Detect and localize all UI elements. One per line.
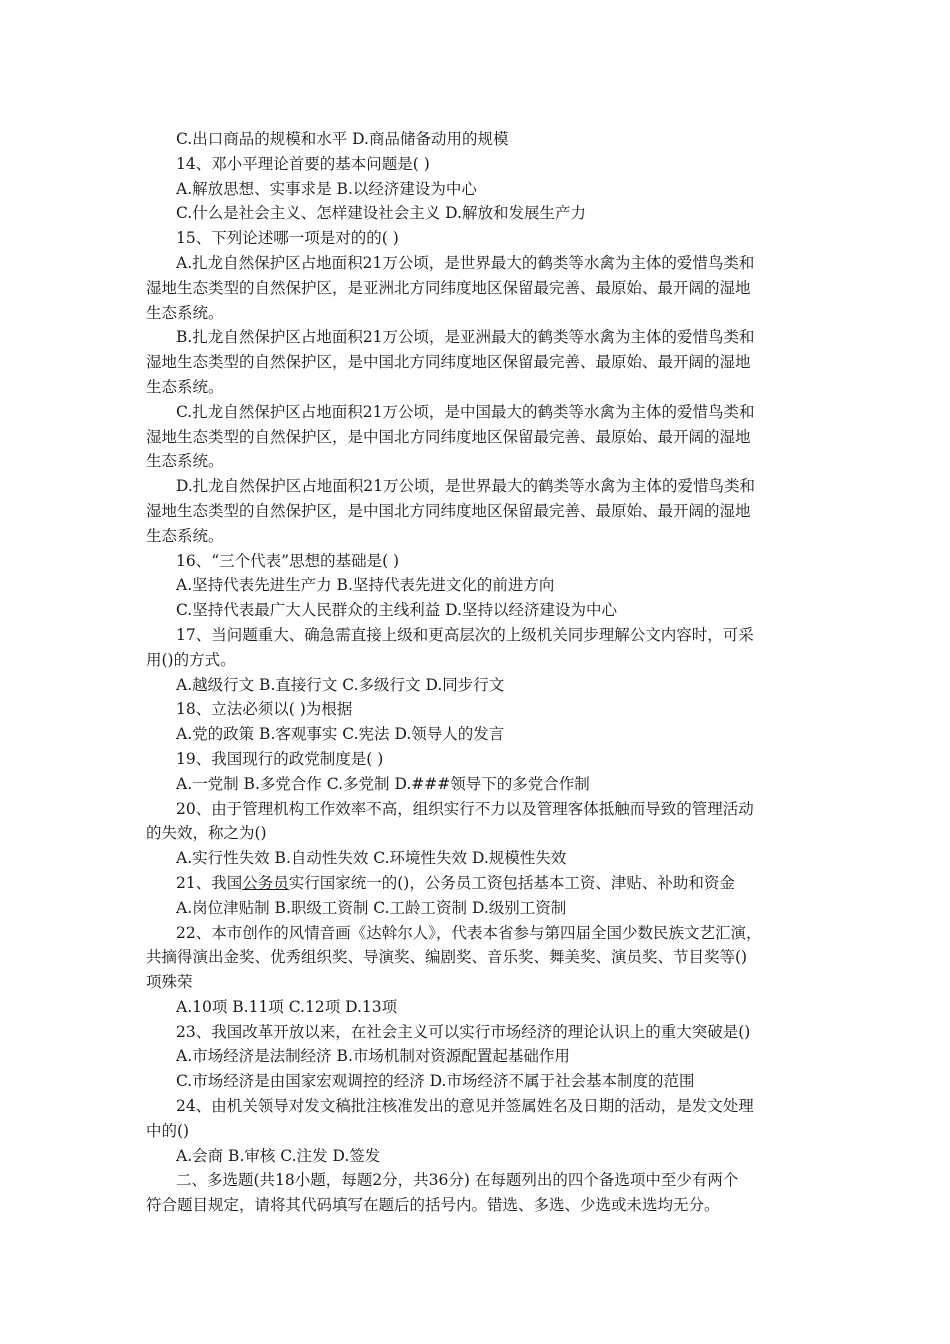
document-body — [146, 127, 810, 1218]
text-line: A.党的政策 B.客观事实 C.宪法 D.领导人的发言 — [176, 725, 505, 744]
text-line: 20、由于管理机构工作效率不高，组织实行不力以及管理客体抵触而导致的管理活动 — [176, 799, 754, 818]
text-line: A.10项 B.11项 C.12项 D.13项 — [176, 997, 398, 1016]
text-line: 22、本市创作的风情音画《达斡尔人》，代表本省参与第四届全国少数民族文艺汇演， — [176, 923, 762, 942]
text-line: C.市场经济是由国家宏观调控的经济 D.市场经济不属于社会基本制度的范围 — [176, 1072, 695, 1091]
text-line: A.解放思想、实事求是 B.以经济建设为中心 — [176, 179, 477, 198]
text-line: 14、邓小平理论首要的基本问题是( ) — [176, 154, 430, 173]
text-line: 湿地生态类型的自然保护区，是亚洲北方同纬度地区保留最完善、最原始、最开阔的湿地 — [146, 278, 751, 297]
text-line: A.扎龙自然保护区占地面积21万公顷，是世界最大的鹤类等水禽为主体的爱惜鸟类和 — [176, 253, 755, 272]
line-text: 实行国家统一的()，公务员工资包括基本工资、津贴、补助和资金 — [288, 873, 735, 892]
text-line: 符合题目规定，请将其代码填写在题后的括号内。错选、多选、少选或未选均无分。 — [146, 1196, 720, 1215]
text-line: 的失效，称之为() — [146, 824, 267, 843]
text-line: 共摘得演出金奖、优秀组织奖、导演奖、编剧奖、音乐奖、舞美奖、演员奖、节目奖等() — [146, 948, 748, 967]
underlined-term: 公务员 — [242, 873, 289, 892]
text-line: 用()的方式。 — [146, 650, 236, 669]
text-line: 二、多选题(共18小题，每题2分，共36分) 在每题列出的四个备选项中至少有两个 — [176, 1171, 739, 1190]
text-line — [146, 871, 810, 896]
text-line: D.扎龙自然保护区占地面积21万公顷，是世界最大的鹤类等水禽为主体的爱惜鸟类和 — [176, 477, 756, 496]
text-line: A.实行性失效 B.自动性失效 C.环境性失效 D.规模性失效 — [176, 849, 567, 868]
text-line: 中的() — [146, 1121, 190, 1140]
text-line: A.越级行文 B.直接行文 C.多级行文 D.同步行文 — [176, 675, 505, 694]
text-line: C.坚持代表最广大人民群众的主线利益 D.坚持以经济建设为中心 — [176, 601, 617, 620]
text-line: C.出口商品的规模和水平 D.商品储备动用的规模 — [176, 130, 509, 148]
text-line: 生态系统。 — [146, 377, 224, 396]
text-line: 湿地生态类型的自然保护区，是中国北方同纬度地区保留最完善、最原始、最开阔的湿地 — [146, 427, 751, 446]
text-line: 19、我国现行的政党制度是( ) — [176, 749, 384, 768]
text-line: 17、当问题重大、确急需直接上级和更高层次的上级机关同步理解公文内容时，可采 — [176, 625, 754, 644]
text-line: A.岗位津贴制 B.职级工资制 C.工龄工资制 D.级别工资制 — [176, 898, 567, 917]
text-line: B.扎龙自然保护区占地面积21万公顷，是亚洲最大的鹤类等水禽为主体的爱惜鸟类和 — [176, 328, 755, 347]
text-line: A.坚持代表先进生产力 B.坚持代表先进文化的前进方向 — [176, 576, 555, 595]
text-line: 湿地生态类型的自然保护区，是中国北方同纬度地区保留最完善、最原始、最开阔的湿地 — [146, 353, 751, 372]
text-line: 15、下列论述哪一项是对的的( ) — [176, 229, 399, 248]
text-line: 16、“三个代表”思想的基础是( ) — [176, 551, 400, 570]
text-line: 湿地生态类型的自然保护区，是中国北方同纬度地区保留最完善、最原始、最开阔的湿地 — [146, 501, 751, 520]
line-text: 21、我国 — [176, 873, 243, 892]
text-line: 23、我国改革开放以来，在社会主义可以实行市场经济的理论认识上的重大突破是() — [176, 1022, 751, 1041]
text-line: A.一党制 B.多党合作 C.多党制 D.###领导下的多党合作制 — [176, 774, 590, 793]
text-line: 生态系统。 — [146, 526, 224, 545]
text-line: 24、由机关领导对发文稿批注核准发出的意见并签属姓名及日期的活动，是发文处理 — [176, 1097, 754, 1116]
text-line: A.市场经济是法制经济 B.市场机制对资源配置起基础作用 — [176, 1047, 570, 1066]
text-line: A.会商 B.审核 C.注发 D.签发 — [176, 1146, 381, 1165]
text-line: C.什么是社会主义、怎样建设社会主义 D.解放和发展生产力 — [176, 204, 586, 223]
text-line: 项殊荣 — [146, 973, 193, 992]
text-line: 18、立法必须以( )为根据 — [176, 700, 353, 719]
text-line: C.扎龙自然保护区占地面积21万公顷，是中国最大的鹤类等水禽为主体的爱惜鸟类和 — [176, 402, 755, 421]
text-line: 生态系统。 — [146, 452, 224, 471]
text-line: 生态系统。 — [146, 303, 224, 322]
